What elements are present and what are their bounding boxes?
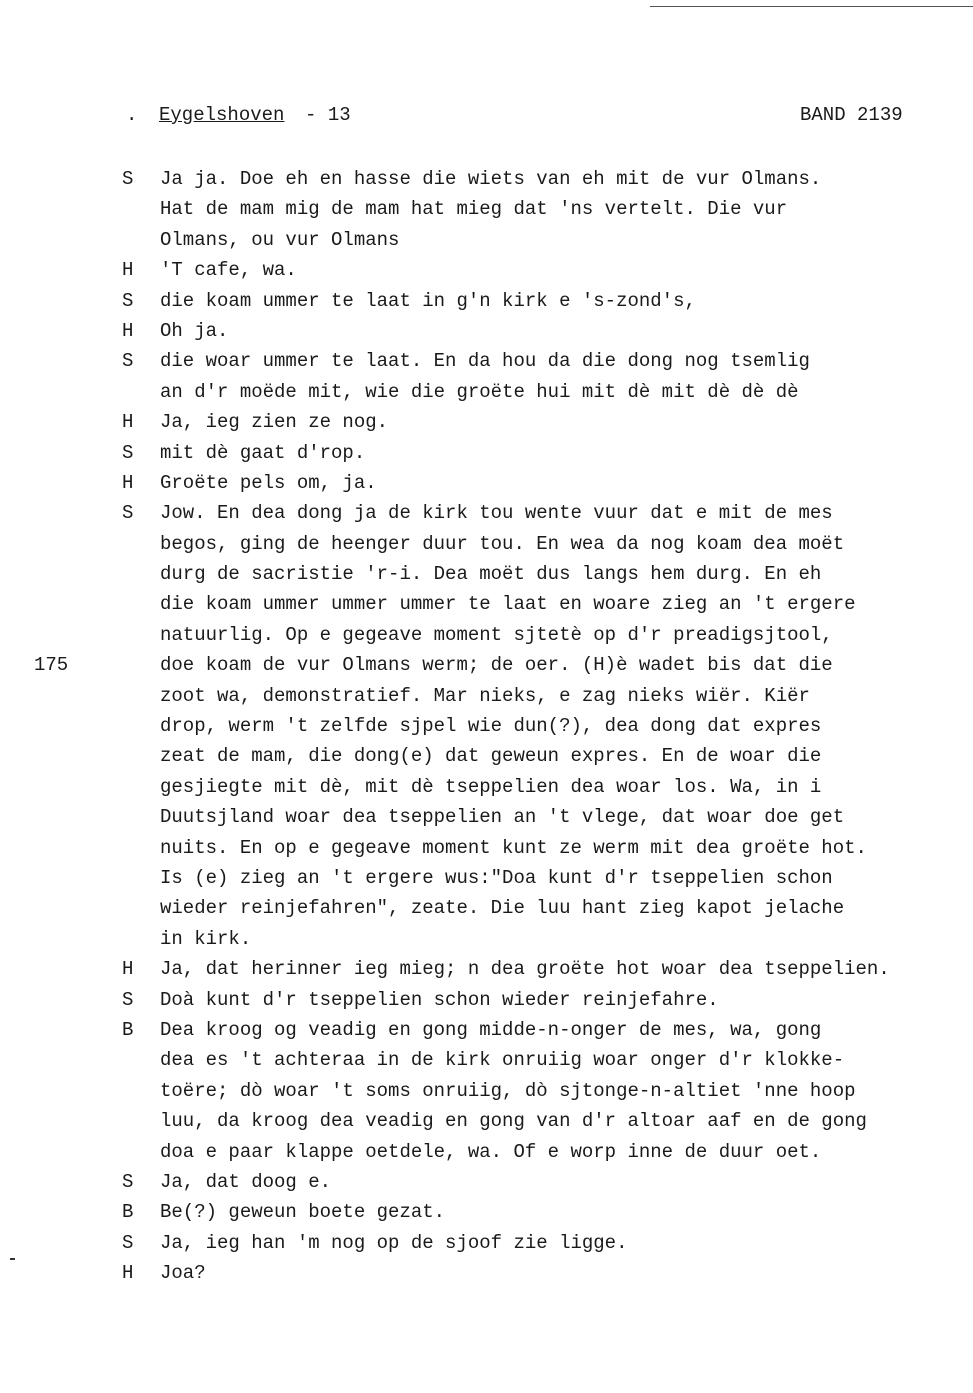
- utterance-text: die koam ummer te laat in g'n kirk e 's-zond's,: [160, 289, 696, 312]
- transcript-line: [0, 407, 973, 437]
- top-edge-rule: [650, 6, 973, 7]
- transcript-line: [0, 650, 973, 680]
- utterance-text: Duutsjland woar dea tseppelien an 't vlege, dat woar doe get: [160, 806, 845, 829]
- utterance-text: Groëte pels om, ja.: [160, 471, 377, 494]
- transcript-line: [0, 1106, 973, 1136]
- utterance-text: natuurlig. Op e gegeave moment sjtetè op d'r preadigsjtool,: [160, 623, 833, 646]
- speaker-label: H: [122, 259, 134, 282]
- utterance-text: zoot wa, demonstratief. Mar nieks, e zag nieks wiër. Kiër: [160, 684, 810, 707]
- transcript-line: [0, 316, 973, 346]
- utterance-text: Ja, ieg han 'm nog op de sjoof zie ligge.: [160, 1231, 628, 1254]
- utterance-text: 'T cafe, wa.: [160, 259, 297, 282]
- utterance-text: wieder reinjefahren", zeate. Die luu hant zieg kapot jelache: [160, 897, 845, 920]
- transcript-line: [0, 468, 973, 498]
- transcript-line: [0, 985, 973, 1015]
- utterance-text: begos, ging de heenger duur tou. En wea da nog koam dea moët: [160, 532, 845, 555]
- header-bullet: .: [126, 104, 138, 126]
- utterance-text: Hat de mam mig de mam hat mieg dat 'ns vertelt. Die vur: [160, 198, 788, 221]
- utterance-text: Ja, dat herinner ieg mieg; n dea groëte hot woar dea tseppelien.: [160, 958, 890, 981]
- transcript-line: [0, 833, 973, 863]
- transcript-line: [0, 225, 973, 255]
- utterance-text: nuits. En op e gegeave moment kunt ze werm mit dea groëte hot.: [160, 836, 867, 859]
- speaker-label: S: [122, 1170, 134, 1193]
- page-header: [0, 104, 973, 130]
- transcript-line: [0, 681, 973, 711]
- utterance-text: Doà kunt d'r tseppelien schon wieder reinjefahre.: [160, 988, 719, 1011]
- transcript-body: [0, 164, 973, 1288]
- transcript-line: [0, 559, 973, 589]
- utterance-text: doa e paar klappe oetdele, wa. Of e worp inne de duur oet.: [160, 1140, 822, 1163]
- transcript-line: [0, 377, 973, 407]
- speaker-label: S: [122, 502, 134, 525]
- speaker-label: S: [122, 168, 134, 190]
- header-place-name: Eygelshoven: [159, 104, 285, 126]
- transcript-line: [0, 711, 973, 741]
- transcript-line: [0, 1015, 973, 1045]
- transcript-line: [0, 620, 973, 650]
- speaker-label: S: [122, 1231, 134, 1254]
- utterance-text: Be(?) geweun boete gezat.: [160, 1201, 446, 1224]
- utterance-text: zeat de mam, die dong(e) dat geweun expres. En de woar die: [160, 745, 822, 768]
- utterance-text: Is (e) zieg an 't ergere wus:"Doa kunt d'r tseppelien schon: [160, 866, 833, 889]
- margin-line-number: 175: [34, 654, 69, 677]
- speaker-label: S: [122, 988, 134, 1011]
- transcript-line: [0, 498, 973, 528]
- transcript-line: [0, 1137, 973, 1167]
- transcript-line: [0, 589, 973, 619]
- speaker-label: S: [122, 350, 134, 373]
- speaker-label: S: [122, 289, 134, 312]
- transcript-line: [0, 1197, 973, 1227]
- transcript-line: [0, 346, 973, 376]
- transcript-line: [0, 802, 973, 832]
- utterance-text: die koam ummer ummer ummer te laat en woare zieg an 't ergere: [160, 593, 856, 616]
- transcript-line: [0, 924, 973, 954]
- transcript-line: [0, 164, 973, 194]
- speaker-label: H: [122, 1262, 134, 1285]
- header-band-label: BAND 2139: [800, 104, 903, 126]
- utterance-text: Oh ja.: [160, 319, 229, 342]
- utterance-text: in kirk.: [160, 927, 252, 950]
- utterance-text: gesjiegte mit dè, mit dè tseppelien dea woar los. Wa, in i: [160, 775, 822, 798]
- transcript-line: [0, 863, 973, 893]
- speaker-label: B: [122, 1201, 134, 1224]
- transcript-line: [0, 954, 973, 984]
- transcript-line: [0, 1167, 973, 1197]
- transcript-line: [0, 1045, 973, 1075]
- transcript-line: [0, 438, 973, 468]
- speaker-label: H: [122, 471, 134, 494]
- utterance-text: mit dè gaat d'rop.: [160, 441, 366, 464]
- utterance-text: an d'r moëde mit, wie die groëte hui mit dè mit dè dè dè: [160, 380, 799, 403]
- utterance-text: Ja, ieg zien ze nog.: [160, 411, 389, 434]
- utterance-text: toëre; dò woar 't soms onruiig, dò sjtonge-n-altiet 'nne hoop: [160, 1079, 856, 1102]
- header-page-number: [305, 104, 351, 126]
- utterance-text: Ja ja. Doe eh en hasse die wiets van eh mit de vur Olmans.: [160, 168, 822, 190]
- speaker-label: H: [122, 319, 134, 342]
- speaker-label: B: [122, 1018, 134, 1041]
- utterance-text: luu, da kroog dea veadig en gong van d'r altoar aaf en de gong: [160, 1110, 867, 1133]
- speaker-label: H: [122, 958, 134, 981]
- transcript-line: [0, 1228, 973, 1258]
- transcript-line: [0, 194, 973, 224]
- header-page-value: 13: [327, 104, 351, 126]
- utterance-text: dea es 't achteraa in de kirk onruiig woar onger d'r klokke-: [160, 1049, 845, 1072]
- utterance-text: Ja, dat doog e.: [160, 1170, 332, 1193]
- utterance-text: Olmans, ou vur Olmans: [160, 228, 400, 251]
- transcript-line: [0, 1258, 973, 1288]
- transcript-line: [0, 741, 973, 771]
- utterance-text: drop, werm 't zelfde sjpel wie dun(?), dea dong dat expres: [160, 715, 822, 738]
- utterance-text: die woar ummer te laat. En da hou da die dong nog tsemlig: [160, 350, 810, 373]
- transcript-line: [0, 255, 973, 285]
- utterance-text: Jow. En dea dong ja de kirk tou wente vuur dat e mit de mes: [160, 502, 833, 525]
- speaker-label: S: [122, 441, 134, 464]
- speaker-label: H: [122, 411, 134, 434]
- transcript-line: [0, 772, 973, 802]
- header-separator: -: [305, 104, 317, 126]
- margin-mark: [10, 1258, 15, 1260]
- transcript-line: [0, 1076, 973, 1106]
- utterance-text: Joa?: [160, 1262, 206, 1285]
- transcript-line: [0, 893, 973, 923]
- utterance-text: Dea kroog og veadig en gong midde-n-onger de mes, wa, gong: [160, 1018, 822, 1041]
- transcript-line: [0, 286, 973, 316]
- transcript-line: [0, 529, 973, 559]
- utterance-text: doe koam de vur Olmans werm; de oer. (H)è wadet bis dat die: [160, 654, 833, 677]
- utterance-text: durg de sacristie 'r-i. Dea moët dus langs hem durg. En eh: [160, 563, 822, 586]
